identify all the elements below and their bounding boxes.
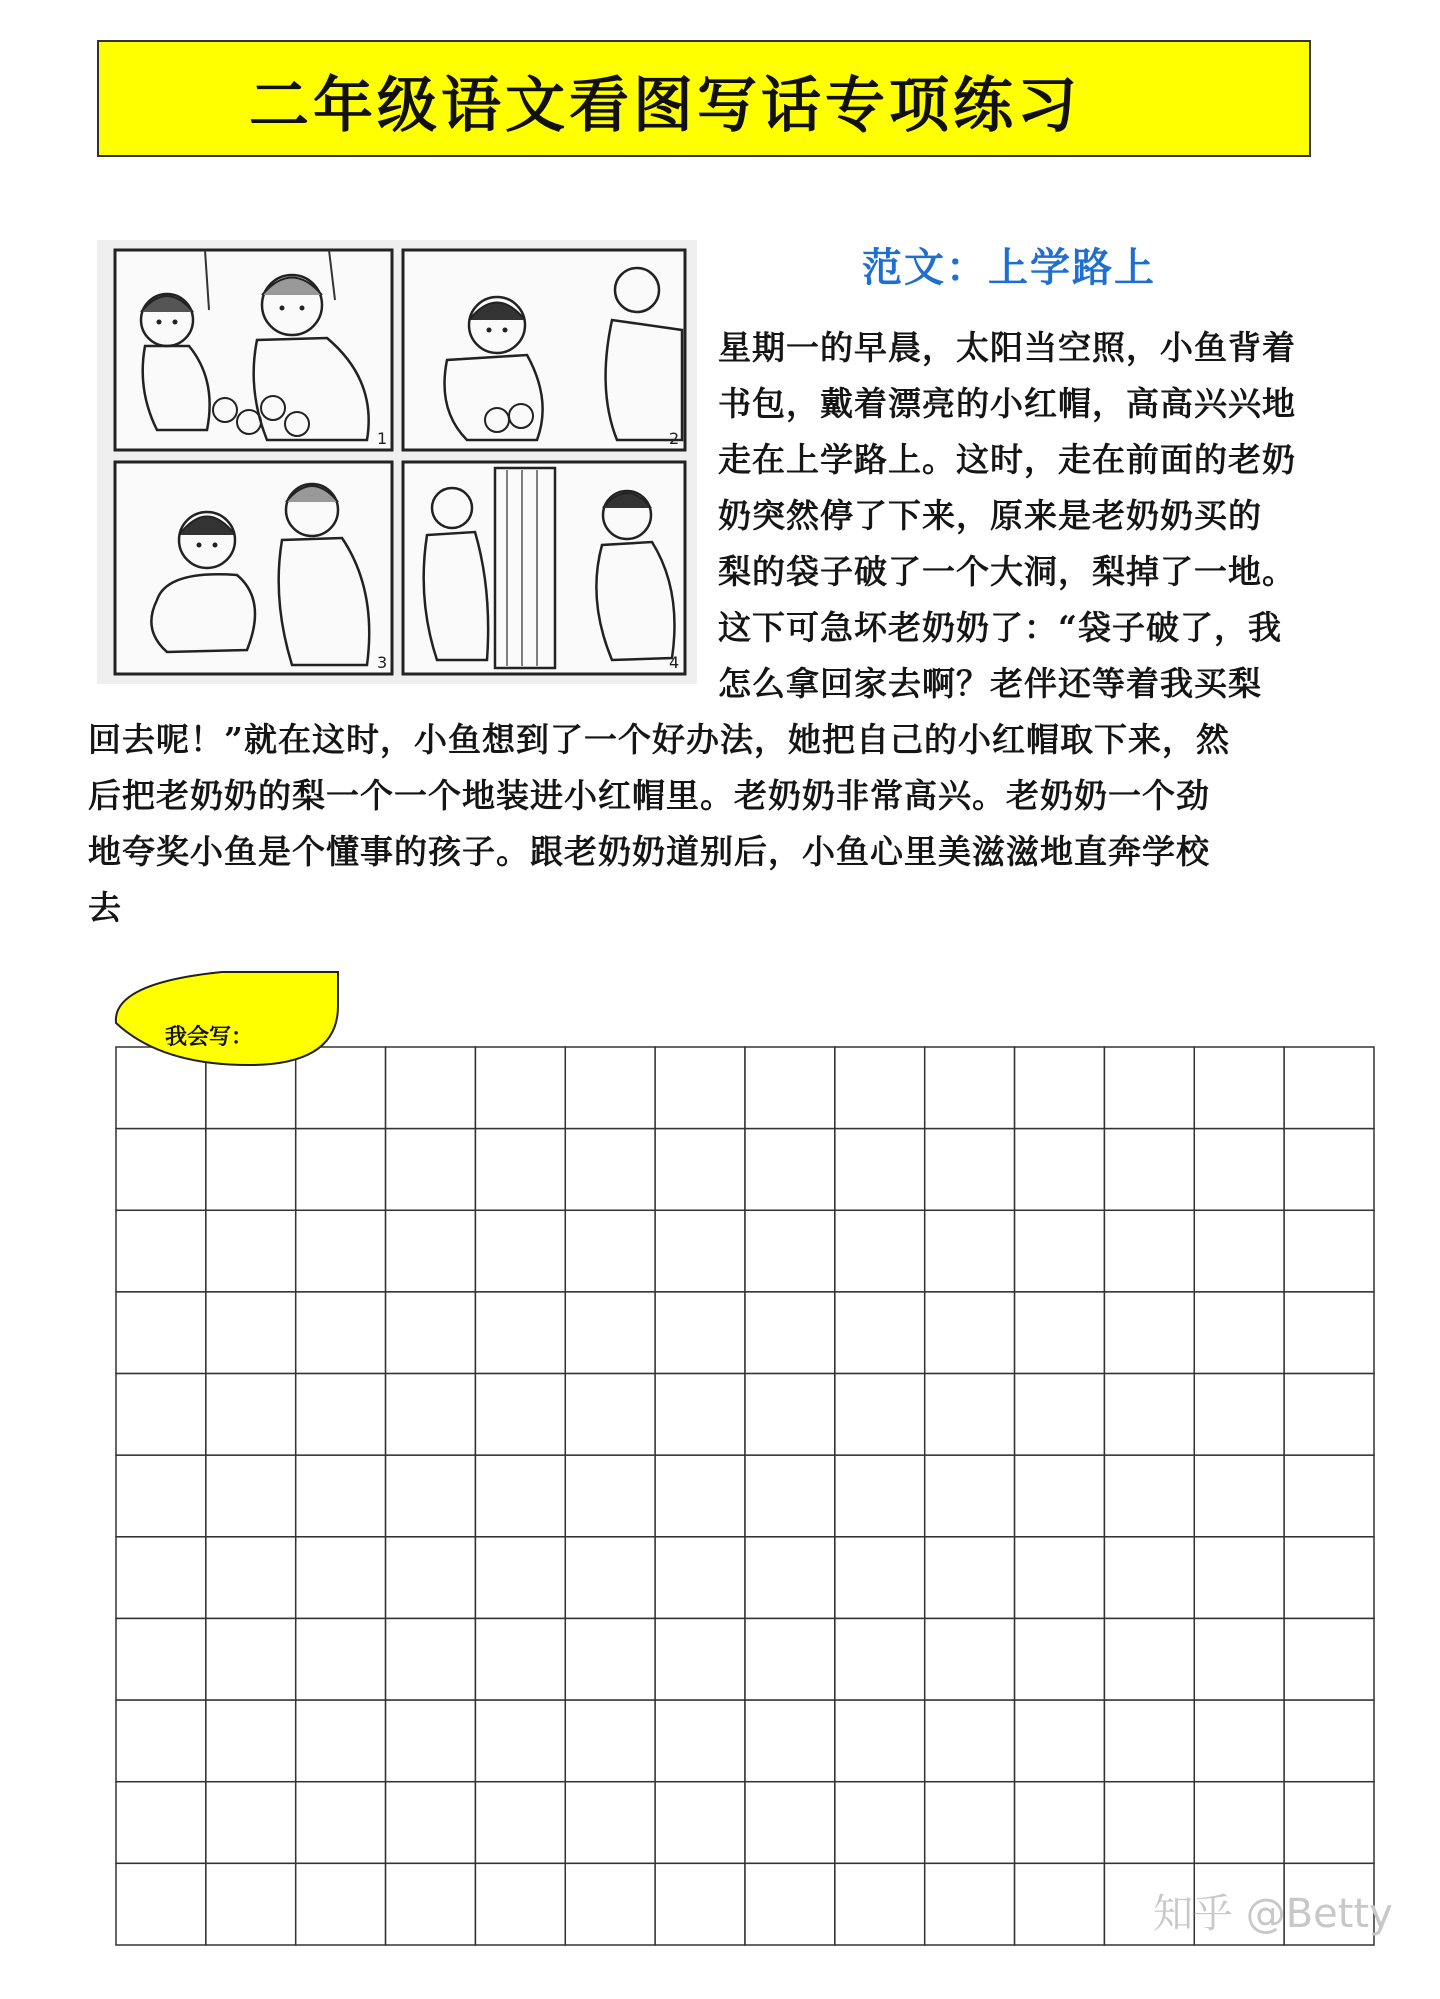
grid-cell[interactable] [1015,1129,1105,1211]
grid-cell[interactable] [655,1374,745,1456]
grid-cell[interactable] [745,1455,835,1537]
grid-cell[interactable] [835,1292,925,1374]
grid-cell[interactable] [475,1537,565,1619]
grid-cell[interactable] [835,1455,925,1537]
grid-cell[interactable] [1104,1455,1194,1537]
grid-cell[interactable] [835,1863,925,1945]
grid-cell[interactable] [1015,1374,1105,1456]
grid-cell[interactable] [386,1374,476,1456]
comic-strip-image [97,240,697,684]
grid-cell[interactable] [1284,1700,1374,1782]
grid-cell[interactable] [1194,1047,1284,1129]
grid-cell[interactable] [1284,1455,1374,1537]
grid-cell[interactable] [296,1455,386,1537]
sample-essay-line: 去 [88,888,122,927]
grid-cell[interactable] [655,1863,745,1945]
grid-cell[interactable] [475,1455,565,1537]
comic-panel-number-3: 3 [377,653,388,672]
grid-cell[interactable] [655,1129,745,1211]
grid-cell[interactable] [925,1537,1015,1619]
grid-cell[interactable] [1194,1455,1284,1537]
grid-cell[interactable] [296,1537,386,1619]
grid-cell[interactable] [386,1455,476,1537]
grid-cell[interactable] [1104,1782,1194,1864]
grid-cell[interactable] [475,1292,565,1374]
grid-cell[interactable] [745,1537,835,1619]
grid-cell[interactable] [835,1782,925,1864]
comic-panel-number-1: 1 [377,429,388,448]
grid-cell[interactable] [206,1537,296,1619]
grid-cell[interactable] [745,1292,835,1374]
grid-cell[interactable] [925,1455,1015,1537]
grid-cell[interactable] [1194,1782,1284,1864]
grid-cell[interactable] [1104,1700,1194,1782]
comic-panel-3 [115,462,392,674]
grid-cell[interactable] [386,1047,476,1129]
comic-illustration [97,240,697,684]
grid-cell[interactable] [1194,1700,1284,1782]
grid-cell[interactable] [1284,1129,1374,1211]
grid-cell[interactable] [835,1374,925,1456]
grid-cell[interactable] [206,1210,296,1292]
grid-cell[interactable] [1015,1292,1105,1374]
grid-cell[interactable] [1015,1537,1105,1619]
grid-cell[interactable] [655,1210,745,1292]
grid-cell[interactable] [565,1455,655,1537]
grid-cell[interactable] [386,1618,476,1700]
grid-cell[interactable] [386,1129,476,1211]
grid-cell[interactable] [386,1210,476,1292]
grid-cell[interactable] [745,1047,835,1129]
comic-panel-2 [403,250,685,450]
sample-essay-line: 回去呢！”就在这时，小鱼想到了一个好办法，她把自己的小红帽取下来，然 [88,720,1230,759]
grid-cell[interactable] [116,1863,206,1945]
comic-panel-1 [115,250,392,450]
sample-essay-line: 梨的袋子破了一个大洞，梨掉了一地。 [718,552,1296,591]
comic-panel-number-2: 2 [669,429,680,448]
grid-cell[interactable] [835,1700,925,1782]
grid-cell[interactable] [386,1292,476,1374]
grid-cell[interactable] [1015,1618,1105,1700]
grid-cell[interactable] [565,1700,655,1782]
grid-cell[interactable] [206,1455,296,1537]
grid-cell[interactable] [835,1618,925,1700]
grid-cell[interactable] [1284,1782,1374,1864]
grid-cell[interactable] [206,1863,296,1945]
grid-cell[interactable] [206,1700,296,1782]
grid-cell[interactable] [296,1700,386,1782]
grid-cell[interactable] [1194,1292,1284,1374]
grid-cell[interactable] [1015,1700,1105,1782]
grid-cell[interactable] [1284,1374,1374,1456]
grid-cell[interactable] [475,1210,565,1292]
grid-cell[interactable] [296,1782,386,1864]
grid-cell[interactable] [116,1374,206,1456]
grid-cell[interactable] [925,1782,1015,1864]
grid-cell[interactable] [296,1863,386,1945]
grid-cell[interactable] [116,1700,206,1782]
grid-cell[interactable] [116,1782,206,1864]
grid-cell[interactable] [655,1782,745,1864]
grid-cell[interactable] [745,1618,835,1700]
grid-cell[interactable] [1284,1292,1374,1374]
writing-grid[interactable] [115,1046,1375,1946]
grid-cell[interactable] [206,1618,296,1700]
grid-cell[interactable] [655,1292,745,1374]
grid-cell[interactable] [1104,1047,1194,1129]
sample-essay-line: 怎么拿回家去啊？老伴还等着我买梨 [718,664,1262,703]
grid-cell[interactable] [475,1700,565,1782]
label-bubble [112,968,340,1068]
grid-cell[interactable] [206,1374,296,1456]
sample-essay-line: 地夸奖小鱼是个懂事的孩子。跟老奶奶道别后，小鱼心里美滋滋地直奔学校 [88,832,1210,871]
grid-cell[interactable] [1104,1618,1194,1700]
grid-cell[interactable] [475,1618,565,1700]
grid-cell[interactable] [565,1618,655,1700]
sample-essay-line: 书包，戴着漂亮的小红帽，高高兴兴地 [718,384,1296,423]
grid-cell[interactable] [835,1537,925,1619]
grid-cell[interactable] [296,1374,386,1456]
grid-cell[interactable] [655,1455,745,1537]
grid-cell[interactable] [745,1374,835,1456]
grid-cell[interactable] [296,1210,386,1292]
grid-cell[interactable] [386,1782,476,1864]
grid-cell[interactable] [925,1292,1015,1374]
grid-cell[interactable] [1015,1782,1105,1864]
grid-cell[interactable] [1194,1618,1284,1700]
grid-cell[interactable] [745,1129,835,1211]
grid-cell[interactable] [1015,1455,1105,1537]
grid-cell[interactable] [655,1700,745,1782]
grid-cell[interactable] [1284,1210,1374,1292]
grid-cell[interactable] [655,1618,745,1700]
sample-essay-line: 星期一的早晨，太阳当空照，小鱼背着 [718,328,1296,367]
grid-cell[interactable] [206,1292,296,1374]
sample-essay-line: 这下可急坏老奶奶了：“袋子破了，我 [718,608,1282,647]
grid-cell[interactable] [1194,1537,1284,1619]
grid-cell[interactable] [1015,1047,1105,1129]
grid-cell[interactable] [1104,1374,1194,1456]
grid-cell[interactable] [1104,1292,1194,1374]
grid-cell[interactable] [1104,1537,1194,1619]
grid-cell[interactable] [565,1210,655,1292]
grid-cell[interactable] [116,1618,206,1700]
writing-label: 我会写： [165,1025,254,1050]
grid-cell[interactable] [1015,1863,1105,1945]
grid-cell[interactable] [565,1374,655,1456]
grid-cell[interactable] [1194,1210,1284,1292]
grid-cell[interactable] [475,1129,565,1211]
grid-cell[interactable] [1194,1129,1284,1211]
grid-cell[interactable] [655,1537,745,1619]
grid-cell[interactable] [745,1782,835,1864]
grid-cell[interactable] [925,1129,1015,1211]
grid-cell[interactable] [925,1700,1015,1782]
grid-cell[interactable] [116,1129,206,1211]
grid-cell[interactable] [116,1455,206,1537]
grid-cell[interactable] [835,1047,925,1129]
sample-essay-line: 奶突然停了下来，原来是老奶奶买的 [718,496,1262,535]
grid-cell[interactable] [565,1292,655,1374]
grid-cell[interactable] [925,1618,1015,1700]
grid-cell[interactable] [745,1700,835,1782]
grid-cell[interactable] [1284,1618,1374,1700]
grid-cell[interactable] [655,1047,745,1129]
grid-cell[interactable] [1284,1537,1374,1619]
grid-cell[interactable] [386,1537,476,1619]
grid-cell[interactable] [925,1863,1015,1945]
sample-essay-title: 范文：上学路上 [862,245,1156,291]
grid-cell[interactable] [475,1047,565,1129]
comic-panel-number-4: 4 [669,653,680,672]
grid-cell[interactable] [206,1129,296,1211]
grid-cell[interactable] [296,1129,386,1211]
grid-cell[interactable] [296,1292,386,1374]
comic-panel-4 [403,462,685,674]
page-title: 二年级语文看图写话专项练习 [249,71,1081,141]
grid-cell[interactable] [1284,1047,1374,1129]
grid-cell[interactable] [565,1047,655,1129]
grid-cell[interactable] [745,1863,835,1945]
title-banner [97,40,1311,157]
grid-cell[interactable] [475,1782,565,1864]
grid-cell[interactable] [925,1374,1015,1456]
grid-cell[interactable] [565,1129,655,1211]
grid-cell[interactable] [745,1210,835,1292]
grid-cell[interactable] [1194,1374,1284,1456]
grid-cell[interactable] [1104,1129,1194,1211]
grid-cell[interactable] [386,1863,476,1945]
grid-cell[interactable] [1104,1210,1194,1292]
grid-cell[interactable] [116,1292,206,1374]
grid-cell[interactable] [565,1782,655,1864]
grid-cell[interactable] [925,1047,1015,1129]
grid-cell[interactable] [565,1537,655,1619]
grid-cell[interactable] [835,1210,925,1292]
sample-essay-line: 走在上学路上。这时，走在前面的老奶 [718,440,1296,479]
grid-cell[interactable] [925,1210,1015,1292]
grid-cell[interactable] [565,1863,655,1945]
grid-cell[interactable] [835,1129,925,1211]
grid-cell[interactable] [296,1618,386,1700]
grid-cell[interactable] [1015,1210,1105,1292]
watermark: 知乎 @Betty [1153,1891,1393,1937]
grid-cell[interactable] [116,1537,206,1619]
sample-essay-line: 后把老奶奶的梨一个一个地装进小红帽里。老奶奶非常高兴。老奶奶一个劲 [88,776,1210,815]
grid-cell[interactable] [116,1210,206,1292]
grid-cell[interactable] [206,1782,296,1864]
grid-cell[interactable] [475,1863,565,1945]
grid-cell[interactable] [475,1374,565,1456]
grid-cell[interactable] [386,1700,476,1782]
